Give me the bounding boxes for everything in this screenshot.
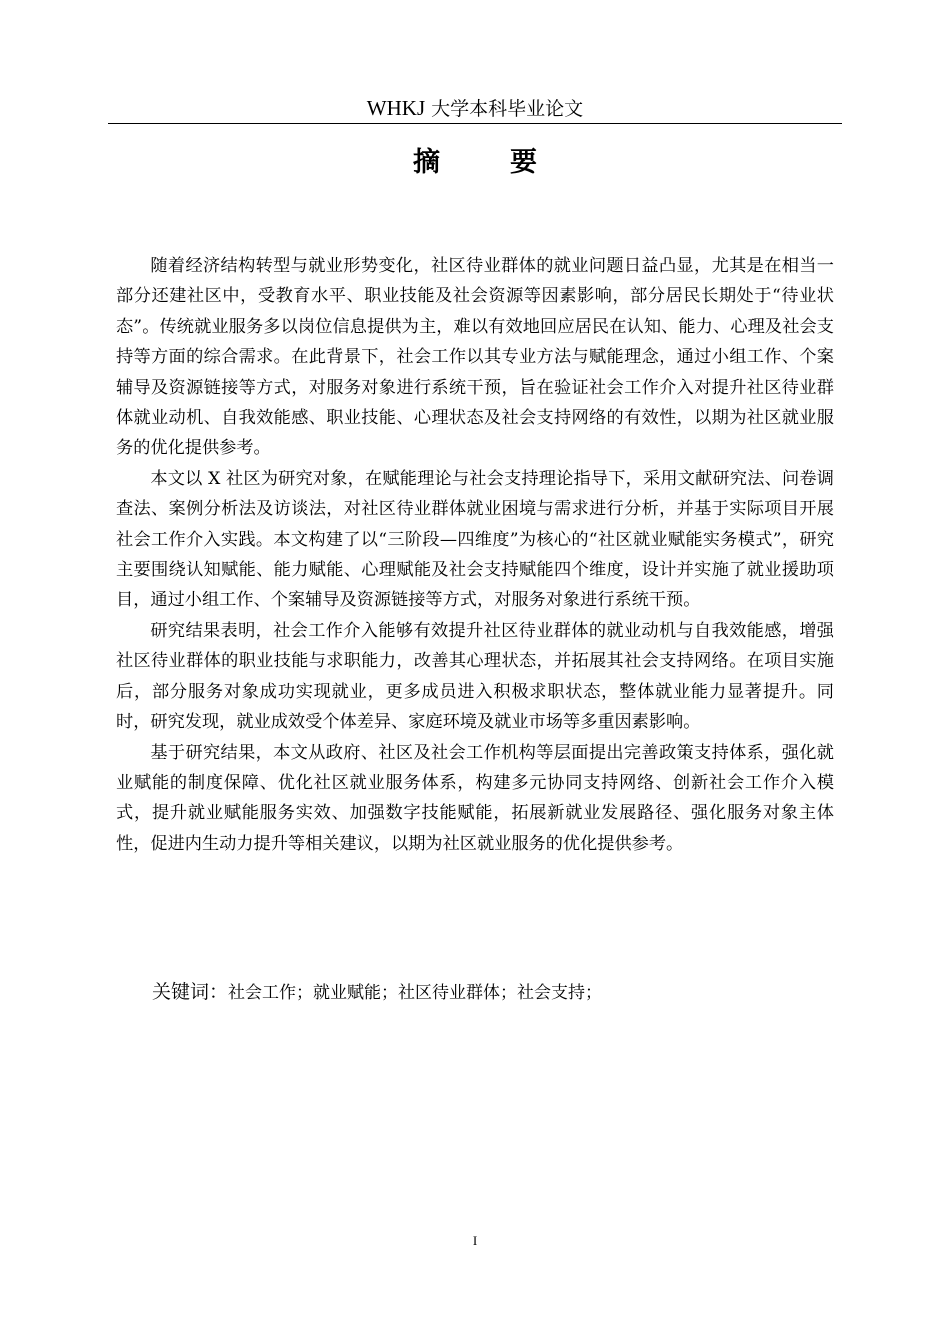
- abstract-paragraph: 基于研究结果，本文从政府、社区及社会工作机构等层面提出完善政策支持体系，强化就业赋能的制度保障、优化社区就业服务体系，构建多元协同支持网络、创新社会工作介入模式，提升就业赋能服务实效、加强数字技能赋能，拓展新就业发展路径、强化服务对象主体性，促进内生动力提升等相关建议，以期为社区就业服务的优化提供参考。: [116, 742, 834, 854]
- abstract-paragraph: 本文以 X 社区为研究对象，在赋能理论与社会支持理论指导下，采用文献研究法、问卷调查法、案例分析法及访谈法，对社区待业群体就业困境与需求进行分析，并基于实际项目开展社会工作介入实践。本文构建了以“三阶段—四维度”为核心的“社区就业赋能实务模式”，研究主要围绕认知赋能、能力赋能、心理赋能及社会支持赋能四个维度，设计并实施了就业援助项目，通过小组工作、个案辅导及资源链接等方式，对服务对象进行系统干预。: [116, 468, 834, 611]
- header-title: 大学本科毕业论文: [431, 98, 584, 120]
- running-header: [108, 96, 842, 121]
- abstract-title: 摘要: [413, 147, 607, 178]
- keywords-label: 关键词：: [152, 981, 229, 1003]
- keywords-line: [152, 977, 842, 1008]
- header-latin: WHKJ: [366, 96, 426, 120]
- abstract-paragraph: 研究结果表明，社会工作介入能够有效提升社区待业群体的就业动机与自我效能感，增强社区待业群体的职业技能与求职能力，改善其心理状态，并拓展其社会支持网络。在项目实施后，部分服务对象成功实现就业，更多成员进入积极求职状态，整体就业能力显著提升。同时，研究发现，就业成效受个体差异、家庭环境及就业市场等多重因素影响。: [116, 620, 834, 733]
- page-number: I: [472, 1233, 478, 1248]
- abstract-paragraph: 随着经济结构转型与就业形势变化，社区待业群体的就业问题日益凸显，尤其是在相当一部分还建社区中，受教育水平、职业技能及社会资源等因素影响，部分居民长期处于“待业状态”。传统就业服务多以岗位信息提供为主，难以有效地回应居民在认知、能力、心理及社会支持等方面的综合需求。在此背景下，社会工作以其专业方法与赋能理念，通过小组工作、个案辅导及资源链接等方式，对服务对象进行系统干预，旨在验证社会工作介入对提升社区待业群体就业动机、自我效能感、职业技能、心理状态及社会支持网络的有效性，以期为社区就业服务的优化提供参考。: [116, 256, 834, 459]
- abstract-body: [116, 251, 834, 859]
- header-rule: [108, 123, 842, 124]
- keywords-value: 社会工作；就业赋能；社区待业群体；社会支持；: [228, 983, 603, 1003]
